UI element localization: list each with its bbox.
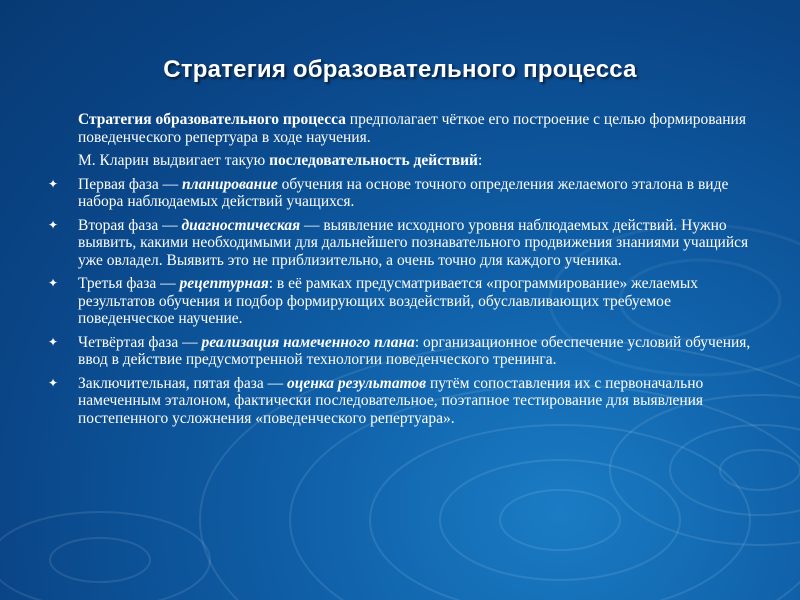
klarin-text-after: : [477, 152, 483, 169]
bullet-text-before: Четвёртая фаза — [78, 333, 202, 351]
four-point-star-icon: ✦ [48, 176, 59, 191]
bullet-emphasis: диагностическая [181, 216, 301, 234]
four-point-star-icon: ✦ [48, 334, 59, 349]
bullet-text-after: путём сопоставления их с первоначально намеченным эталоном, фактически последовательное, поэтапное тестирование для выявления постепенного усложнения «поведенческого репертуара». [78, 374, 704, 427]
intro-paragraph [40, 111, 762, 146]
bullet-text-after: : организационное обеспечение условий обучения, ввод в действие предусмотренной технологии поведенческого тренинга. [78, 333, 751, 368]
klarin-text-before: М. Кларин выдвигает такую [78, 152, 270, 169]
intro-text: предполагает чёткое его построение с целью формирования поведенческого репертуара в ходе научения. [78, 111, 746, 146]
bullet-emphasis: реализация намеченного плана [201, 333, 415, 351]
four-point-star-icon: ✦ [48, 217, 59, 232]
klarin-paragraph [40, 152, 762, 170]
bullet-text-before: Вторая фаза — [78, 216, 182, 234]
bullet-emphasis: планирование [182, 175, 278, 193]
four-point-star-icon: ✦ [48, 276, 59, 290]
bullet-text-after: — выявление исходного уровня наблюдаемых действий. Нужно выявить, какими необходимыми для дальнейшего познавательного продвижения знаниями учащийся уже овладел. Выявить это не приблизительно, а очень точно для каждого ученика. [78, 216, 749, 269]
bullet-emphasis: рецептурная [179, 275, 269, 292]
intro-bold-term: Стратегия образовательного процесса [78, 111, 346, 128]
bullet-text-before: Первая фаза — [78, 175, 182, 193]
bullet-text-after: обучения на основе точного определения желаемого эталона в виде набора наблюдаемых действий учащихся. [78, 175, 729, 210]
bullet-text-after: : в её рамках предусматривается «программирование» желаемых результатов обучения и подбор формирующих воздействий, обуславливающих требуемое поведенческое научение. [78, 275, 698, 327]
bullet-text-before: Заключительная, пятая фаза — [78, 374, 287, 392]
four-point-star-icon: ✦ [48, 375, 59, 390]
list-item [40, 334, 762, 369]
slide-title: Стратегия образовательного процесса [163, 56, 637, 83]
bullet-text-before: Третья фаза — [78, 275, 180, 292]
list-item [40, 176, 762, 211]
bullet-emphasis: оценка результатов [286, 374, 427, 392]
slide-body [40, 111, 762, 433]
list-item [40, 375, 762, 428]
klarin-bold-term: последовательность действий [269, 152, 478, 169]
list-item [40, 217, 762, 270]
list-item [40, 275, 762, 328]
